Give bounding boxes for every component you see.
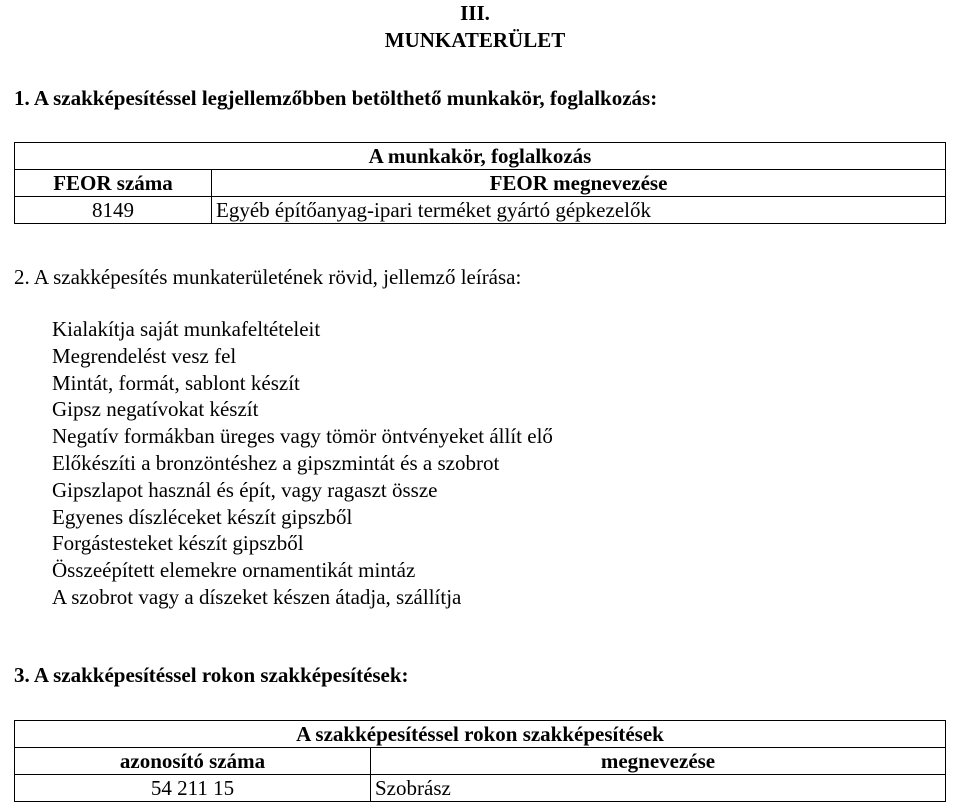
- list-item: Gipszlapot használ és épít, vagy ragaszt össze: [52, 477, 438, 502]
- list-item: Előkészíti a bronzöntéshez a gipszmintát és a szobrot: [52, 450, 500, 475]
- list-item: Kialakítja saját munkafeltételeit: [52, 317, 321, 341]
- section-3-heading: 3. A szakképesítéssel rokon szakképesítések:: [14, 663, 409, 687]
- occupation-table-caption: A munkakör, foglalkozás: [15, 143, 946, 170]
- table-caption-row: [15, 143, 946, 170]
- designation-cell: Szobrász: [371, 775, 946, 802]
- list-item: A szobrot vagy a díszeket készen átadja, szállítja: [52, 584, 462, 609]
- list-item: Mintát, formát, sablont készít: [52, 370, 300, 395]
- feor-code-cell: 8149: [15, 197, 212, 224]
- occupation-table: [14, 142, 946, 224]
- chapter-title: MUNKATERÜLET: [384, 28, 566, 52]
- section-2-heading: 2. A szakképesítés munkaterületének rövid, jellemző leírása:: [14, 265, 522, 289]
- table-row: [15, 197, 946, 224]
- identifier-header: azonosító száma: [15, 748, 371, 775]
- feor-name-header: FEOR megnevezése: [212, 170, 946, 197]
- list-item: Egyenes díszléceket készít gipszből: [52, 504, 353, 529]
- table-row: [15, 775, 946, 802]
- list-item: Megrendelést vesz fel: [52, 343, 237, 368]
- list-item: Gipsz negatívokat készít: [52, 397, 259, 422]
- table-header-row: [15, 170, 946, 197]
- list-item: Összeépített elemekre ornamentikát mintáz: [52, 558, 416, 583]
- work-area-description-list: [52, 316, 553, 611]
- table-caption-row: [15, 721, 946, 748]
- list-item: Forgástesteket készít gipszből: [52, 531, 304, 556]
- related-qualifications-table: [14, 720, 946, 802]
- list-item: Negatív formákban üreges vagy tömör öntvényeket állít elő: [52, 424, 553, 449]
- feor-code-header: FEOR száma: [15, 170, 212, 197]
- chapter-number: III.: [460, 1, 490, 25]
- identifier-cell: 54 211 15: [15, 775, 371, 802]
- table-header-row: [15, 748, 946, 775]
- related-table-caption: A szakképesítéssel rokon szakképesítések: [15, 721, 946, 748]
- designation-header: megnevezése: [371, 748, 946, 775]
- feor-name-cell: Egyéb építőanyag-ipari terméket gyártó gépkezelők: [212, 197, 946, 224]
- section-1-heading: 1. A szakképesítéssel legjellemzőbben betölthető munkakör, foglalkozás:: [14, 86, 658, 110]
